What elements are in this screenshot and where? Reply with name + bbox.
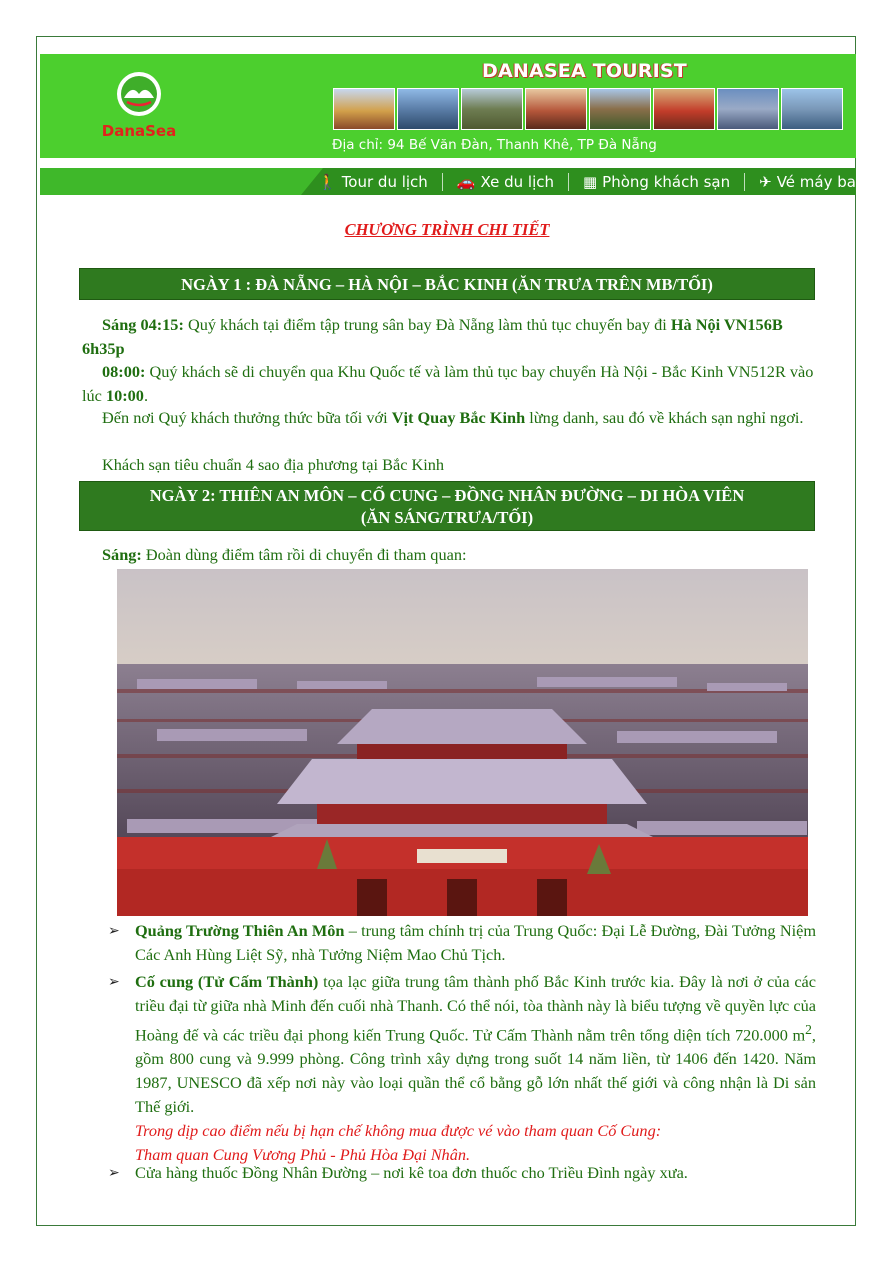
- time-label: Sáng:: [102, 545, 142, 564]
- place-name: Cố cung (Tử Cấm Thành): [135, 972, 319, 991]
- nav-divider: [744, 173, 745, 191]
- superscript: 2: [805, 1022, 812, 1037]
- forbidden-city-photo: [117, 569, 808, 916]
- arrow-bullet-icon: ➢: [108, 923, 120, 939]
- day2-heading: [79, 481, 815, 531]
- place-name: Quảng Trường Thiên An Môn: [135, 921, 345, 940]
- car-icon: 🚗: [456, 172, 476, 191]
- day1-heading: NGÀY 1 : ĐÀ NẴNG – HÀ NỘI – BẮC KINH (ĂN TRƯA TRÊN MB/TỐI): [79, 268, 815, 300]
- nav-item-tour[interactable]: [318, 173, 428, 191]
- para-text: Khách sạn tiêu chuẩn 4 sao địa phương tại Bắc Kinh: [102, 455, 445, 474]
- dish-name: Vịt Quay Bắc Kinh: [391, 408, 526, 427]
- photo-thumb: [653, 88, 715, 130]
- list-item-text: [135, 919, 816, 967]
- svg-text:DanaSea: DanaSea: [101, 122, 177, 140]
- note-red-line1: Trong dịp cao điểm nếu bị hạn chế không mua được vé vào tham quan Cố Cung:: [135, 1121, 662, 1141]
- nav-divider: [568, 173, 569, 191]
- para-text: Quý khách sẽ di chuyển qua Khu Quốc tế và làm thủ tục bay chuyển Hà Nội - Bắc Kinh VN512R vào lúc: [82, 362, 814, 405]
- para-text: Đoàn dùng điểm tâm rồi di chuyển đi tham quan:: [141, 545, 467, 564]
- time-label: Sáng 04:15:: [102, 315, 184, 334]
- page-title: CHƯƠNG TRÌNH CHI TIẾT: [344, 220, 550, 239]
- list-item: [108, 970, 816, 1167]
- para-text: Đến nơi Quý khách thưởng thức bữa tối với: [102, 408, 392, 427]
- flight-code: Hà Nội VN156B 6h35p: [82, 315, 783, 358]
- nav-item-label: Phòng khách sạn: [602, 172, 731, 191]
- photo-thumb: [333, 88, 395, 130]
- list-item-text: [135, 970, 816, 1167]
- day1-paragraph-3: [82, 406, 814, 430]
- day1-paragraph-1: [82, 313, 814, 360]
- day2-heading-line2: (ĂN SÁNG/TRƯA/TỐI): [360, 508, 534, 527]
- list-item: [108, 919, 816, 967]
- header-banner: [40, 54, 856, 158]
- list-item: [108, 1161, 816, 1185]
- time-label: 08:00:: [102, 362, 146, 381]
- danasea-logo[interactable]: [96, 64, 182, 150]
- arrow-bullet-icon: ➢: [108, 1165, 120, 1181]
- nav-item-label: Xe du lịch: [480, 172, 554, 191]
- hotel-icon: ▦: [582, 172, 598, 191]
- note-red-line2: Tham quan Cung Vương Phủ - Phủ Hòa Đại Nhân.: [135, 1145, 471, 1165]
- nav-item-label: Tour du lịch: [341, 172, 428, 191]
- photo-thumb: [397, 88, 459, 130]
- airplane-icon: ✈: [759, 172, 772, 191]
- nav-item-hotel[interactable]: [583, 173, 730, 191]
- list-item-text: Cửa hàng thuốc Đồng Nhân Đường – nơi kê toa đơn thuốc cho Triều Đình ngày xưa.: [135, 1163, 688, 1182]
- para-text: lừng danh, sau đó về khách sạn nghỉ ngơi.: [525, 408, 804, 427]
- nav-item-car[interactable]: [457, 173, 554, 191]
- day2-intro: [82, 543, 814, 567]
- para-text: , gồm 800 cung và 9.999 phòng. Công trình xây dựng trong suốt 14 năm liền, từ 1406 đến 1420. Năm 1987, UNESCO đã xếp nơi này vào loại quần thể cổ bằng gỗ lớn nhất thế giới và công nhận là Di sản Thế giới.: [135, 1025, 816, 1117]
- para-text: .: [143, 385, 149, 405]
- photo-thumb: [461, 88, 523, 130]
- address-text: Địa chỉ: 94 Bế Văn Đàn, Thanh Khê, TP Đà Nẵng: [332, 137, 657, 153]
- photo-thumb: [781, 88, 843, 130]
- para-text: Quý khách tại điểm tập trung sân bay Đà Nẵng làm thủ tục chuyến bay đi: [183, 315, 671, 334]
- nav-items: [318, 168, 865, 195]
- nav-divider: [442, 173, 443, 191]
- destination-photo-strip: [333, 88, 843, 130]
- arrow-bullet-icon: ➢: [108, 974, 120, 990]
- photo-thumb: [589, 88, 651, 130]
- para-text: – trung tâm chính trị của Trung Quốc: Đại Lễ Đường, Đài Tưởng Niệm Các Anh Hùng Liệt Sỹ, nhà Tưởng Niệm Mao Chủ Tịch.: [135, 921, 816, 964]
- para-text: tọa lạc giữa trung tâm thành phố Bắc Kinh trước kia. Đây là nơi ở của các triều đại từ giữa nhà Minh đến cuối nhà Thanh. Có thể nói, tòa thành này là biểu tượng về quyền lực của Hoàng đế và các triều đại phong kiến Trung Quốc. Tử Cấm Thành nằm trên tổng diện tích 720.000 m: [135, 972, 817, 1045]
- nav-item-flight[interactable]: [759, 173, 865, 191]
- departure-time: 10:00: [105, 385, 144, 405]
- nav-item-label: Vé máy bay: [776, 172, 865, 191]
- photo-thumb: [525, 88, 587, 130]
- hiker-icon: 🚶: [318, 172, 337, 191]
- brand-title: DANASEA TOURIST: [482, 60, 687, 82]
- day1-paragraph-4: [82, 453, 814, 477]
- day1-paragraph-2: [82, 360, 814, 407]
- day2-heading-line1: NGÀY 2: THIÊN AN MÔN – CỐ CUNG – ĐỒNG NHÂN ĐƯỜNG – DI HÒA VIÊN: [149, 486, 745, 505]
- photo-thumb: [717, 88, 779, 130]
